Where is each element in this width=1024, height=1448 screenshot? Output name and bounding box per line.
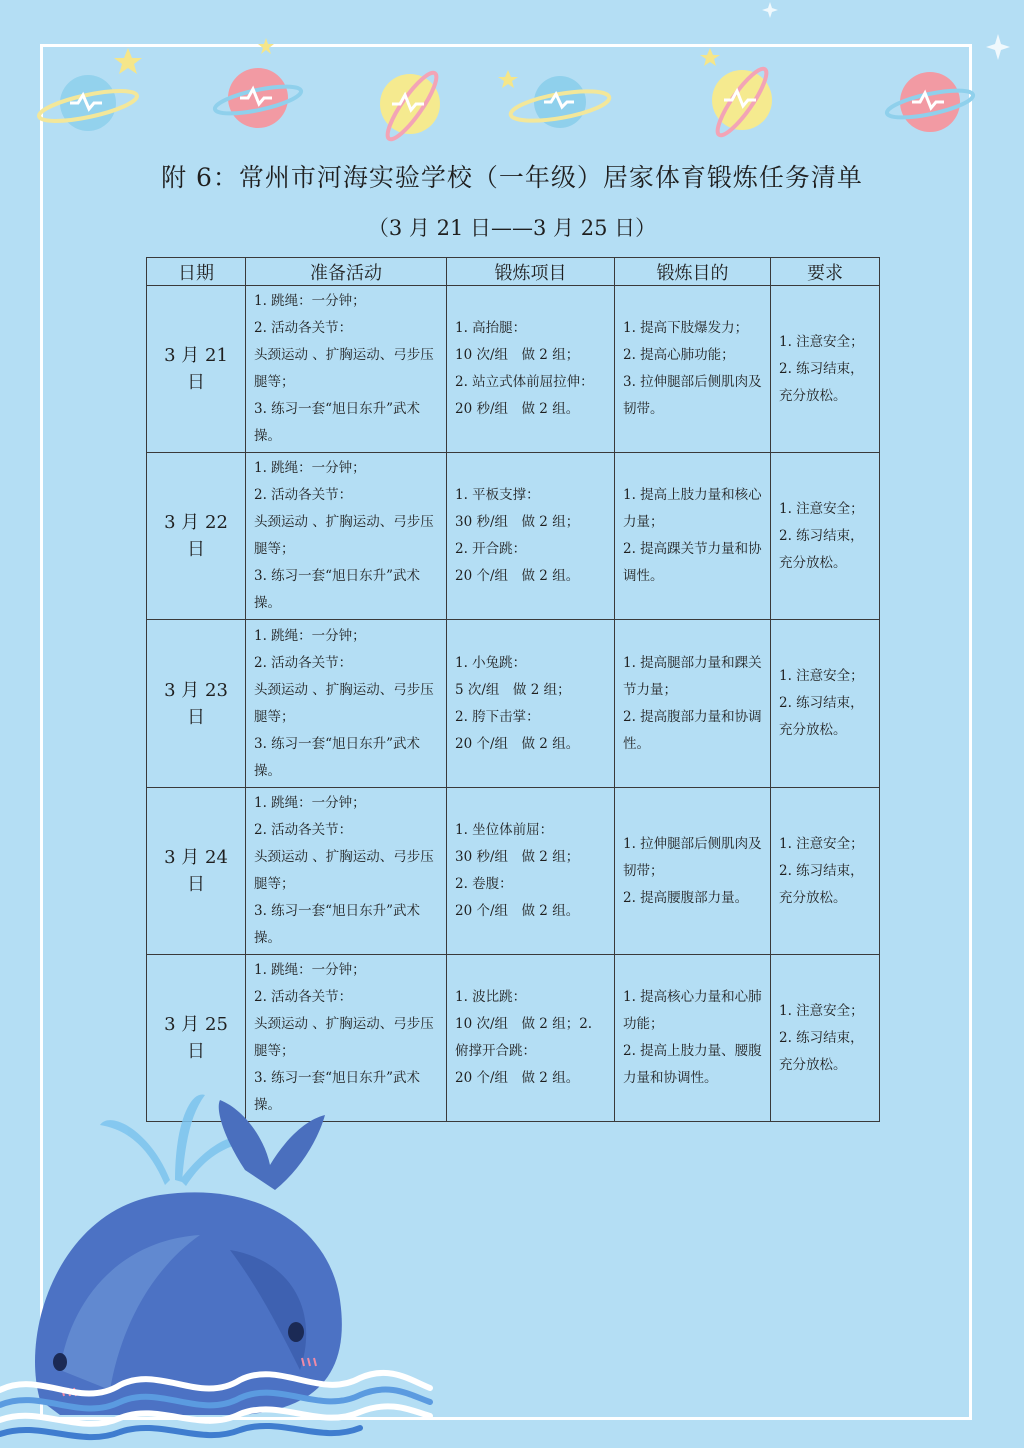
requirement-cell xyxy=(771,286,880,453)
requirement-cell xyxy=(771,955,880,1122)
purpose-line: 1. 提高下肢爆发力； xyxy=(623,320,749,336)
date-cell: 3 月 24 日 xyxy=(147,788,246,955)
prep-line: 1. 跳绳：一分钟； xyxy=(254,795,366,811)
prep-line: 3. 练习一套“旭日东升”武术操。 xyxy=(254,568,420,611)
prep-line: 头颈运动 、扩胸运动、弓步压腿等； xyxy=(254,849,434,892)
prep-line: 3. 练习一套“旭日东升”武术操。 xyxy=(254,903,420,946)
prep-cell xyxy=(246,453,447,620)
exercise-line: 2. 站立式体前屈拉伸： xyxy=(455,374,594,390)
date-cell: 3 月 25 日 xyxy=(147,955,246,1122)
purpose-line: 2. 提高腰腹部力量。 xyxy=(623,889,749,906)
header-requirement: 要求 xyxy=(771,258,880,286)
requirement-line: 2. 练习结束，充分放松。 xyxy=(779,527,864,571)
header-exercise: 锻炼项目 xyxy=(447,258,615,286)
exercise-cell xyxy=(447,788,615,955)
exercise-cell xyxy=(447,620,615,788)
exercise-line: 20 个/组 做 2 组。 xyxy=(455,735,580,752)
exercise-line: 20 个/组 做 2 组。 xyxy=(455,568,580,584)
prep-line: 头颈运动 、扩胸运动、弓步压腿等； xyxy=(254,681,434,725)
exercise-line: 20 秒/组 做 2 组。 xyxy=(455,401,580,417)
table-row xyxy=(147,788,880,955)
exercise-cell xyxy=(447,286,615,453)
purpose-cell xyxy=(615,453,771,620)
prep-line: 2. 活动各关节： xyxy=(254,654,353,671)
requirement-cell xyxy=(771,453,880,620)
planet-icon xyxy=(885,72,975,132)
purpose-line: 2. 提高踝关节力量和协调性。 xyxy=(623,541,762,584)
date-cell: 3 月 22 日 xyxy=(147,453,246,620)
prep-line: 2. 活动各关节： xyxy=(254,822,353,838)
table-row xyxy=(147,620,880,788)
requirement-line: 1. 注意安全； xyxy=(779,835,864,852)
requirement-line: 1. 注意安全； xyxy=(779,668,864,684)
purpose-line: 2. 提高心肺功能； xyxy=(623,347,735,363)
requirement-cell xyxy=(771,620,880,788)
exercise-line: 1. 坐位体前屈： xyxy=(455,822,554,838)
requirement-line: 2. 练习结束，充分放松。 xyxy=(779,1029,864,1073)
whale-illustration xyxy=(0,1070,440,1448)
prep-cell xyxy=(246,286,447,453)
task-table xyxy=(146,257,880,1122)
table-header-row xyxy=(147,258,880,286)
exercise-line: 10 次/组 做 2 组； xyxy=(455,347,580,363)
header-purpose: 锻炼目的 xyxy=(615,258,771,286)
date-cell: 3 月 21 日 xyxy=(147,286,246,453)
requirement-line: 1. 注意安全； xyxy=(779,333,864,350)
requirement-cell xyxy=(771,788,880,955)
prep-cell xyxy=(246,788,447,955)
exercise-cell xyxy=(447,453,615,620)
prep-line: 2. 活动各关节： xyxy=(254,989,353,1005)
prep-line: 头颈运动 、扩胸运动、弓步压腿等； xyxy=(254,1016,434,1059)
exercise-line: 1. 平板支撑： xyxy=(455,487,540,503)
exercise-line: 20 个/组 做 2 组。 xyxy=(455,903,580,919)
whale-eye xyxy=(53,1353,67,1371)
purpose-cell xyxy=(615,286,771,453)
exercise-line: 2. 胯下击掌： xyxy=(455,708,540,725)
prep-line: 2. 活动各关节： xyxy=(254,320,353,336)
date-range-subtitle: （3 月 21 日——3 月 25 日） xyxy=(367,216,657,240)
exercise-line: 30 秒/组 做 2 组； xyxy=(455,514,580,530)
exercise-line: 1. 小兔跳： xyxy=(455,654,527,671)
exercise-line: 1. 波比跳： xyxy=(455,989,527,1005)
requirement-line: 2. 练习结束，充分放松。 xyxy=(779,360,864,404)
planet-icon xyxy=(37,75,139,131)
requirement-line: 1. 注意安全； xyxy=(779,1002,864,1019)
planets-decoration xyxy=(0,0,1024,150)
date-cell: 3 月 23 日 xyxy=(147,620,246,788)
planet-icon xyxy=(213,68,303,128)
prep-line: 1. 跳绳：一分钟； xyxy=(254,962,366,978)
purpose-line: 1. 拉伸腿部后侧肌肉及韧带； xyxy=(623,835,762,879)
prep-line: 1. 跳绳：一分钟； xyxy=(254,293,366,309)
purpose-cell xyxy=(615,620,771,788)
planet-icon xyxy=(711,63,773,140)
exercise-line: 30 秒/组 做 2 组； xyxy=(455,849,580,865)
requirement-line: 1. 注意安全； xyxy=(779,500,864,517)
prep-line: 3. 练习一套“旭日东升”武术操。 xyxy=(254,1070,420,1113)
exercise-line: 5 次/组 做 2 组； xyxy=(455,681,571,698)
prep-line: 3. 练习一套“旭日东升”武术操。 xyxy=(254,401,420,444)
purpose-line: 1. 提高腿部力量和踝关节力量； xyxy=(623,654,762,698)
whale-eye xyxy=(288,1322,304,1342)
prep-line: 1. 跳绳：一分钟； xyxy=(254,460,366,476)
prep-line: 头颈运动 、扩胸运动、弓步压腿等； xyxy=(254,514,434,557)
exercise-cell xyxy=(447,955,615,1122)
table-row xyxy=(147,286,880,453)
prep-cell xyxy=(246,620,447,788)
star-icon xyxy=(762,2,1010,60)
planet-icon xyxy=(509,76,612,128)
requirement-line: 2. 练习结束，充分放松。 xyxy=(779,862,864,906)
purpose-line: 2. 提高腹部力量和协调性。 xyxy=(623,708,762,752)
header-prep: 准备活动 xyxy=(246,258,447,286)
exercise-line: 2. 卷腹： xyxy=(455,876,513,892)
table-row xyxy=(147,453,880,620)
prep-line: 1. 跳绳：一分钟； xyxy=(254,627,366,644)
requirement-line: 2. 练习结束，充分放松。 xyxy=(779,695,864,738)
purpose-line: 1. 提高核心力量和心肺功能； xyxy=(623,989,762,1032)
exercise-line: 1. 高抬腿： xyxy=(455,320,527,336)
exercise-line: 2. 开合跳： xyxy=(455,541,527,557)
purpose-line: 1. 提高上肢力量和核心力量； xyxy=(623,487,762,530)
exercise-line: 20 个/组 做 2 组。 xyxy=(455,1070,580,1086)
header-date: 日期 xyxy=(147,258,246,286)
purpose-line: 2. 提高上肢力量、腰腹力量和协调性。 xyxy=(623,1043,762,1086)
purpose-cell xyxy=(615,955,771,1122)
planet-icon xyxy=(380,67,443,144)
exercise-line: 10 次/组 做 2 组；2. 俯撑开合跳： xyxy=(455,1016,593,1059)
prep-line: 2. 活动各关节： xyxy=(254,487,353,503)
purpose-cell xyxy=(615,788,771,955)
purpose-line: 3. 拉伸腿部后侧肌肉及韧带。 xyxy=(623,374,762,417)
page-title: 附 6：常州市河海实验学校（一年级）居家体育锻炼任务清单 xyxy=(161,163,863,192)
prep-line: 头颈运动 、扩胸运动、弓步压腿等； xyxy=(254,347,434,390)
prep-line: 3. 练习一套“旭日东升”武术操。 xyxy=(254,735,420,779)
